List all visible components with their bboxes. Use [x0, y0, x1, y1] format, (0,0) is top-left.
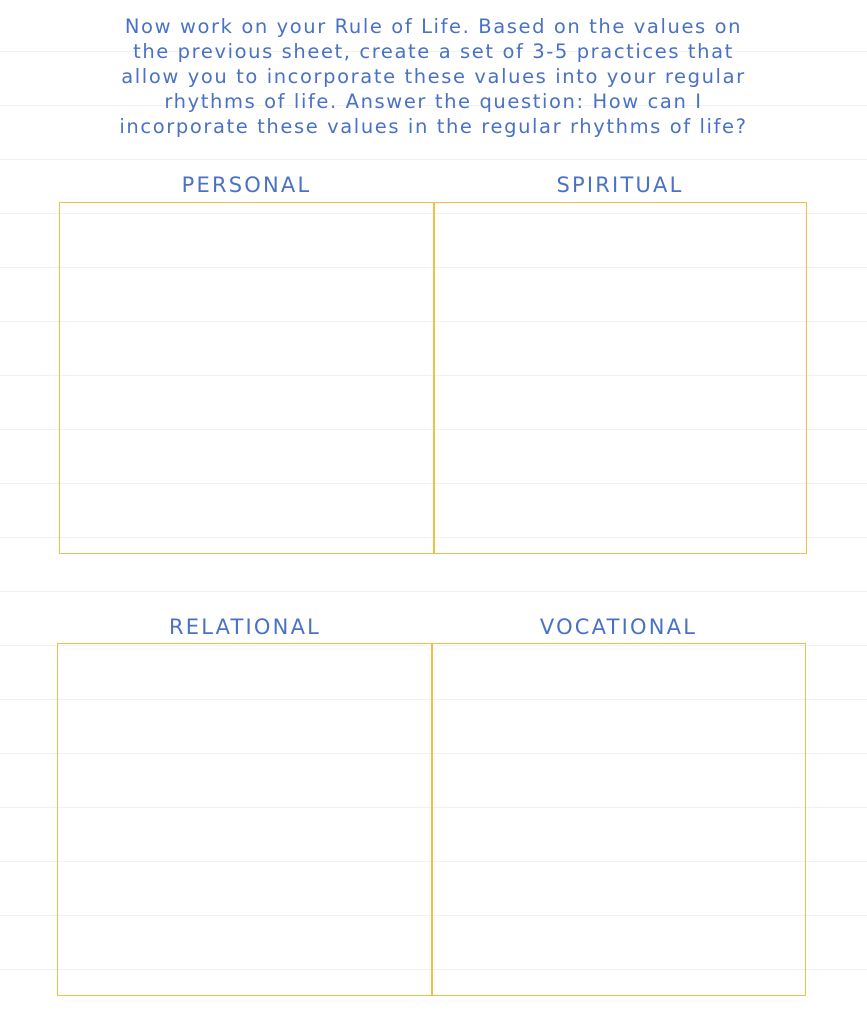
vocational-heading: VOCATIONAL — [539, 615, 698, 639]
instructions-line: rhythms of life. Answer the question: How can I — [164, 90, 703, 113]
personal-writing-box[interactable] — [59, 202, 435, 554]
instructions-line: Now work on your Rule of Life. Based on the values on — [124, 15, 743, 38]
personal-heading: PERSONAL — [181, 173, 312, 197]
relational-heading: RELATIONAL — [168, 615, 322, 639]
instructions-line: allow you to incorporate these values into your regular — [121, 65, 746, 88]
instructions-line: the previous sheet, create a set of 3-5 practices that — [133, 40, 734, 63]
instructions-line: incorporate these values in the regular rhythms of life? — [119, 115, 748, 138]
spiritual-heading: SPIRITUAL — [556, 173, 684, 197]
relational-writing-box[interactable] — [57, 643, 433, 996]
instructions-text — [30, 14, 837, 139]
spiritual-writing-box[interactable] — [433, 202, 807, 554]
vocational-writing-box[interactable] — [431, 643, 806, 996]
